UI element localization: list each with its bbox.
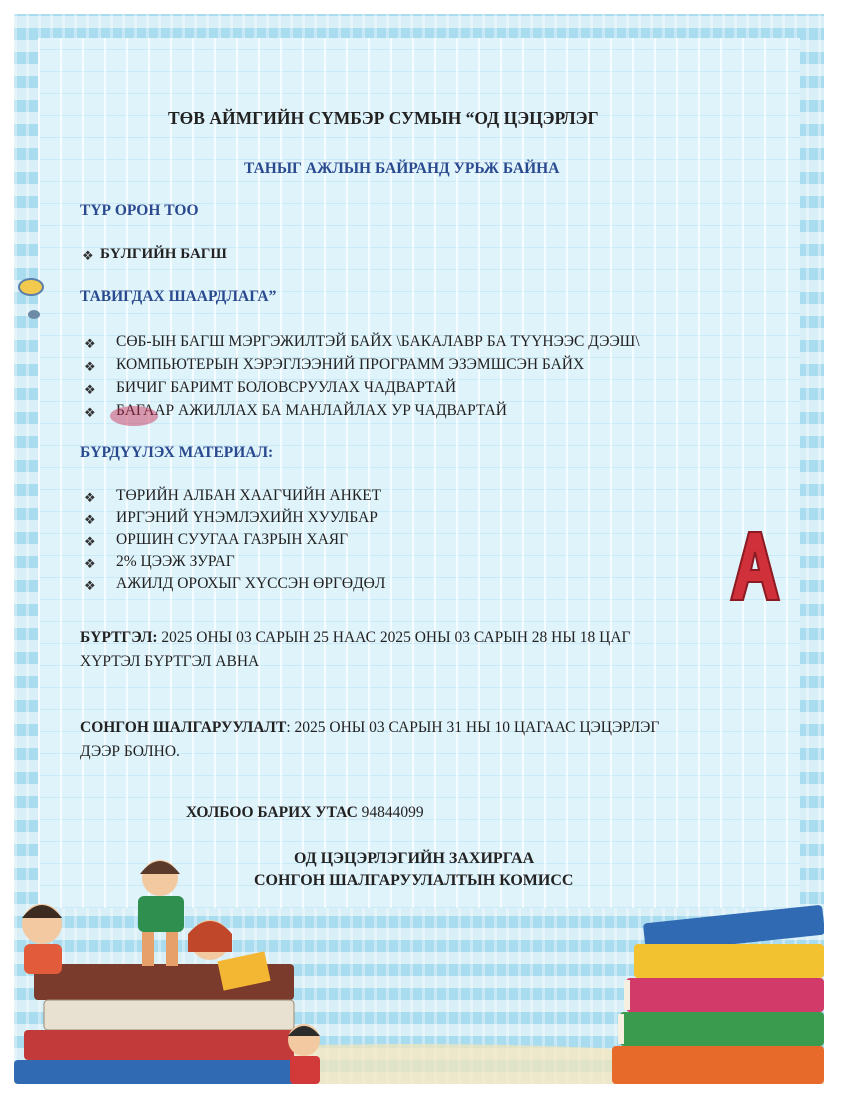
material-item: ТӨРИЙН АЛБАН ХААГЧИЙН АНКЕТ <box>116 487 382 504</box>
signature-line-2: СОНГОН ШАЛГАРУУЛАЛТЫН КОМИСС <box>254 872 574 889</box>
materials-heading: БҮРДҮҮЛЭХ МАТЕРИАЛ: <box>80 444 274 461</box>
ink-smudge <box>110 406 158 426</box>
position-item: БҮЛГИЙН БАГШ <box>100 246 227 262</box>
bullet-icon: ❖ <box>84 382 96 397</box>
registration-label: БҮРТГЭЛ: <box>80 629 158 646</box>
signature-line-1: ОД ЦЭЦЭРЛЭГИЙН ЗАХИРГАА <box>294 850 535 867</box>
selection-line <box>80 719 659 737</box>
contact-label: ХОЛБОО БАРИХ УТАС <box>186 804 358 821</box>
poster-frame <box>14 14 824 1084</box>
material-item: ИРГЭНИЙ ҮНЭМЛЭХИЙН ХУУЛБАР <box>116 509 378 526</box>
decor-dot-yellow <box>18 278 44 296</box>
registration-dates: 2025 ОНЫ 03 САРЫН 25 НААС 2025 ОНЫ 03 САРЫН 28 НЫ 18 ЦАГ <box>157 629 631 646</box>
material-item: 2% ЦЭЭЖ ЗУРАГ <box>116 553 235 570</box>
bullet-icon: ❖ <box>84 359 96 374</box>
material-item: АЖИЛД ОРОХЫГ ХҮССЭН ӨРГӨДӨЛ <box>116 575 386 592</box>
bullet-icon: ❖ <box>84 405 96 420</box>
registration-line <box>80 629 631 647</box>
letter-a-decoration <box>727 526 783 604</box>
decor-dot-gray <box>28 310 40 319</box>
bullet-icon: ❖ <box>84 336 96 351</box>
requirements-heading: ТАВИГДАХ ШААРДЛАГА” <box>80 288 277 305</box>
bullet-icon: ❖ <box>84 578 96 593</box>
bullet-icon: ❖ <box>82 248 94 263</box>
page-subtitle: ТАНЫГ АЖЛЫН БАЙРАНД УРЬЖ БАЙНА <box>244 160 560 177</box>
contact-line <box>186 804 424 822</box>
requirement-item: КОМПЬЮТЕРЫН ХЭРЭГЛЭЭНИЙ ПРОГРАММ ЭЗЭМШСЭН БАЙХ <box>116 356 585 373</box>
bullet-icon: ❖ <box>84 556 96 571</box>
requirement-item: БИЧИГ БАРИМТ БОЛОВСРУУЛАХ ЧАДВАРТАЙ <box>116 379 457 396</box>
requirement-item: СӨБ-ЫН БАГШ МЭРГЭЖИЛТЭЙ БАЙХ \БАКАЛАВР БА ТҮҮНЭЭС ДЭЭШ\ <box>116 333 640 350</box>
requirement-item: БАГААР АЖИЛЛАХ БА МАНЛАЙЛАХ УР ЧАДВАРТАЙ <box>116 402 507 419</box>
bullet-icon: ❖ <box>84 512 96 527</box>
positions-heading: ТҮР ОРОН ТОО <box>80 202 199 219</box>
registration-line-2: ХҮРТЭЛ БҮРТГЭЛ АВНА <box>80 653 260 670</box>
bullet-icon: ❖ <box>84 490 96 505</box>
page-title: ТӨВ АЙМГИЙН СҮМБЭР СУМЫН “ОД ЦЭЦЭРЛЭГ <box>168 108 599 128</box>
material-item: ОРШИН СУУГАА ГАЗРЫН ХАЯГ <box>116 531 349 548</box>
selection-line-2: ДЭЭР БОЛНО. <box>80 743 180 760</box>
selection-label: СОНГОН ШАЛГАРУУЛАЛТ <box>80 719 287 736</box>
selection-date: : 2025 ОНЫ 03 САРЫН 31 НЫ 10 ЦАГААС ЦЭЦЭРЛЭГ <box>286 719 660 736</box>
contact-phone: 94844099 <box>357 804 424 821</box>
bullet-icon: ❖ <box>84 534 96 549</box>
